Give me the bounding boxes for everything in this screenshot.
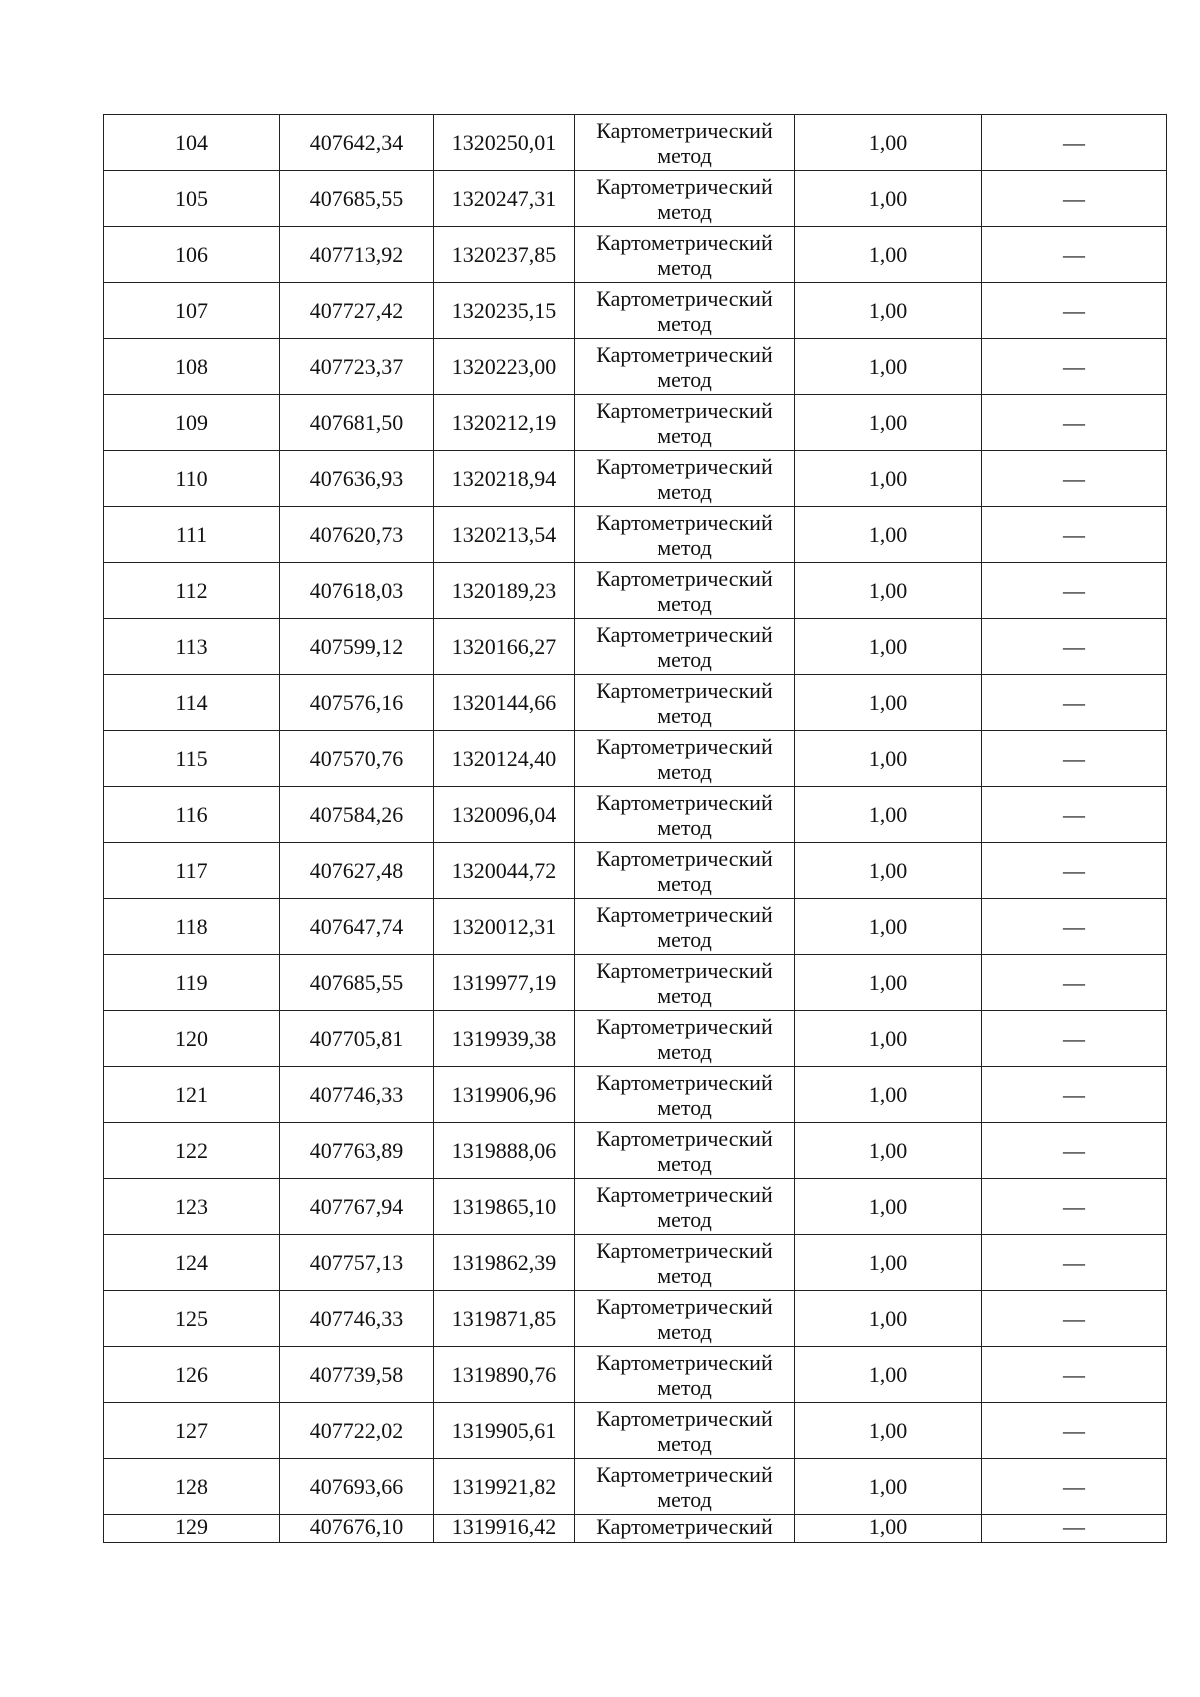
table-row bbox=[104, 1347, 1167, 1403]
accuracy-cell: 1,00 bbox=[795, 955, 982, 1011]
table-row bbox=[104, 843, 1167, 899]
method-cell bbox=[575, 227, 795, 283]
note-cell: — bbox=[982, 115, 1167, 171]
table-row bbox=[104, 955, 1167, 1011]
y-coordinate-cell: 1320218,94 bbox=[434, 451, 575, 507]
x-coordinate-cell: 407746,33 bbox=[280, 1291, 434, 1347]
method-line-2: метод bbox=[657, 142, 712, 168]
method-line-2: метод bbox=[657, 310, 712, 336]
note-cell: — bbox=[982, 1235, 1167, 1291]
method-cell bbox=[575, 1235, 795, 1291]
method-line-2: метод bbox=[657, 534, 712, 560]
accuracy-cell: 1,00 bbox=[795, 1347, 982, 1403]
point-number-cell: 124 bbox=[104, 1235, 280, 1291]
note-cell: — bbox=[982, 451, 1167, 507]
method-cell bbox=[575, 283, 795, 339]
method-cell bbox=[575, 115, 795, 171]
accuracy-cell: 1,00 bbox=[795, 1403, 982, 1459]
note-cell: — bbox=[982, 171, 1167, 227]
note-cell: — bbox=[982, 1011, 1167, 1067]
point-number-cell: 105 bbox=[104, 171, 280, 227]
method-line-1: Картометрический bbox=[596, 1461, 773, 1487]
method-line-2: метод bbox=[657, 590, 712, 616]
point-number-cell: 120 bbox=[104, 1011, 280, 1067]
accuracy-cell: 1,00 bbox=[795, 1291, 982, 1347]
accuracy-cell: 1,00 bbox=[795, 171, 982, 227]
x-coordinate-cell: 407620,73 bbox=[280, 507, 434, 563]
method-line-2: метод bbox=[657, 422, 712, 448]
x-coordinate-cell: 407627,48 bbox=[280, 843, 434, 899]
point-number-cell: 122 bbox=[104, 1123, 280, 1179]
method-cell bbox=[575, 675, 795, 731]
method-cell bbox=[575, 619, 795, 675]
note-cell: — bbox=[982, 1347, 1167, 1403]
point-number-cell: 106 bbox=[104, 227, 280, 283]
method-line-2: метод bbox=[657, 366, 712, 392]
method-line-2: метод bbox=[657, 702, 712, 728]
table-row bbox=[104, 283, 1167, 339]
method-cell bbox=[575, 1459, 795, 1515]
method-line-1: Картометрический bbox=[596, 1069, 773, 1095]
method-cell bbox=[575, 1011, 795, 1067]
x-coordinate-cell: 407763,89 bbox=[280, 1123, 434, 1179]
point-number-cell: 114 bbox=[104, 675, 280, 731]
point-number-cell: 107 bbox=[104, 283, 280, 339]
note-cell: — bbox=[982, 619, 1167, 675]
x-coordinate-cell: 407746,33 bbox=[280, 1067, 434, 1123]
accuracy-cell: 1,00 bbox=[795, 507, 982, 563]
x-coordinate-cell: 407599,12 bbox=[280, 619, 434, 675]
method-line-2: метод bbox=[657, 1094, 712, 1120]
method-line-1: Картометрический bbox=[596, 173, 773, 199]
method-cell bbox=[575, 843, 795, 899]
method-line-2: метод bbox=[657, 1262, 712, 1288]
accuracy-cell: 1,00 bbox=[795, 395, 982, 451]
y-coordinate-cell: 1320213,54 bbox=[434, 507, 575, 563]
point-number-cell: 113 bbox=[104, 619, 280, 675]
x-coordinate-cell: 407723,37 bbox=[280, 339, 434, 395]
method-cell bbox=[575, 171, 795, 227]
note-cell: — bbox=[982, 1179, 1167, 1235]
method-cell bbox=[575, 1291, 795, 1347]
method-cell bbox=[575, 787, 795, 843]
table-row bbox=[104, 731, 1167, 787]
table-row bbox=[104, 1459, 1167, 1515]
table-row bbox=[104, 1179, 1167, 1235]
note-cell: — bbox=[982, 1403, 1167, 1459]
method-cell bbox=[575, 1179, 795, 1235]
method-cell bbox=[575, 1403, 795, 1459]
note-cell: — bbox=[982, 283, 1167, 339]
method-line-1: Картометрический bbox=[596, 845, 773, 871]
point-number-cell: 123 bbox=[104, 1179, 280, 1235]
note-cell: — bbox=[982, 1291, 1167, 1347]
method-cell bbox=[575, 1123, 795, 1179]
table-row bbox=[104, 395, 1167, 451]
method-cell bbox=[575, 1067, 795, 1123]
x-coordinate-cell: 407576,16 bbox=[280, 675, 434, 731]
x-coordinate-cell: 407757,13 bbox=[280, 1235, 434, 1291]
x-coordinate-cell: 407767,94 bbox=[280, 1179, 434, 1235]
point-number-cell: 126 bbox=[104, 1347, 280, 1403]
accuracy-cell: 1,00 bbox=[795, 1011, 982, 1067]
method-line-1: Картометрический bbox=[596, 1293, 773, 1319]
table-row bbox=[104, 115, 1167, 171]
point-number-cell: 119 bbox=[104, 955, 280, 1011]
note-cell: — bbox=[982, 787, 1167, 843]
point-number-cell: 128 bbox=[104, 1459, 280, 1515]
point-number-cell: 129 bbox=[104, 1515, 280, 1543]
note-cell: — bbox=[982, 899, 1167, 955]
point-number-cell: 117 bbox=[104, 843, 280, 899]
y-coordinate-cell: 1319921,82 bbox=[434, 1459, 575, 1515]
method-line-1: Картометрический bbox=[596, 789, 773, 815]
method-line-1: Картометрический bbox=[596, 397, 773, 423]
accuracy-cell: 1,00 bbox=[795, 899, 982, 955]
x-coordinate-cell: 407685,55 bbox=[280, 955, 434, 1011]
x-coordinate-cell: 407685,55 bbox=[280, 171, 434, 227]
y-coordinate-cell: 1320212,19 bbox=[434, 395, 575, 451]
x-coordinate-cell: 407636,93 bbox=[280, 451, 434, 507]
table-row bbox=[104, 227, 1167, 283]
note-cell: — bbox=[982, 731, 1167, 787]
method-cell bbox=[575, 339, 795, 395]
y-coordinate-cell: 1320250,01 bbox=[434, 115, 575, 171]
method-line-1: Картометрический bbox=[596, 453, 773, 479]
y-coordinate-cell: 1319977,19 bbox=[434, 955, 575, 1011]
table-row bbox=[104, 1235, 1167, 1291]
accuracy-cell: 1,00 bbox=[795, 1515, 982, 1543]
note-cell: — bbox=[982, 843, 1167, 899]
method-line-2: метод bbox=[657, 814, 712, 840]
x-coordinate-cell: 407570,76 bbox=[280, 731, 434, 787]
accuracy-cell: 1,00 bbox=[795, 1179, 982, 1235]
y-coordinate-cell: 1319905,61 bbox=[434, 1403, 575, 1459]
method-line-2: метод bbox=[657, 1318, 712, 1344]
table-row bbox=[104, 1291, 1167, 1347]
note-cell: — bbox=[982, 1123, 1167, 1179]
accuracy-cell: 1,00 bbox=[795, 283, 982, 339]
method-line-2: метод bbox=[657, 254, 712, 280]
y-coordinate-cell: 1319865,10 bbox=[434, 1179, 575, 1235]
y-coordinate-cell: 1319906,96 bbox=[434, 1067, 575, 1123]
method-line-2: метод bbox=[657, 926, 712, 952]
x-coordinate-cell: 407584,26 bbox=[280, 787, 434, 843]
point-number-cell: 121 bbox=[104, 1067, 280, 1123]
table-row bbox=[104, 675, 1167, 731]
x-coordinate-cell: 407642,34 bbox=[280, 115, 434, 171]
y-coordinate-cell: 1319871,85 bbox=[434, 1291, 575, 1347]
method-line-2: метод bbox=[657, 1038, 712, 1064]
y-coordinate-cell: 1319862,39 bbox=[434, 1235, 575, 1291]
method-line-1: Картометрический bbox=[596, 1181, 773, 1207]
point-number-cell: 104 bbox=[104, 115, 280, 171]
method-cell bbox=[575, 899, 795, 955]
method-cell: Картометрический bbox=[575, 1515, 795, 1543]
accuracy-cell: 1,00 bbox=[795, 675, 982, 731]
note-cell: — bbox=[982, 339, 1167, 395]
x-coordinate-cell: 407618,03 bbox=[280, 563, 434, 619]
accuracy-cell: 1,00 bbox=[795, 227, 982, 283]
method-line-1: Картометрический bbox=[596, 901, 773, 927]
method-line-1: Картометрический bbox=[596, 621, 773, 647]
y-coordinate-cell: 1320247,31 bbox=[434, 171, 575, 227]
note-cell: — bbox=[982, 955, 1167, 1011]
x-coordinate-cell: 407647,74 bbox=[280, 899, 434, 955]
note-cell: — bbox=[982, 395, 1167, 451]
point-number-cell: 111 bbox=[104, 507, 280, 563]
table-row bbox=[104, 451, 1167, 507]
x-coordinate-cell: 407713,92 bbox=[280, 227, 434, 283]
y-coordinate-cell: 1319890,76 bbox=[434, 1347, 575, 1403]
point-number-cell: 127 bbox=[104, 1403, 280, 1459]
point-number-cell: 110 bbox=[104, 451, 280, 507]
point-number-cell: 109 bbox=[104, 395, 280, 451]
method-line-2: метод bbox=[657, 758, 712, 784]
y-coordinate-cell: 1319939,38 bbox=[434, 1011, 575, 1067]
table-row bbox=[104, 563, 1167, 619]
point-number-cell: 108 bbox=[104, 339, 280, 395]
method-line-2: метод bbox=[657, 478, 712, 504]
table-row bbox=[104, 787, 1167, 843]
method-cell bbox=[575, 395, 795, 451]
y-coordinate-cell: 1320189,23 bbox=[434, 563, 575, 619]
coordinates-table bbox=[103, 114, 1167, 1543]
y-coordinate-cell: 1320166,27 bbox=[434, 619, 575, 675]
y-coordinate-cell: 1319888,06 bbox=[434, 1123, 575, 1179]
method-cell bbox=[575, 955, 795, 1011]
accuracy-cell: 1,00 bbox=[795, 1459, 982, 1515]
method-line-2: метод bbox=[657, 1374, 712, 1400]
note-cell: — bbox=[982, 675, 1167, 731]
method-cell bbox=[575, 563, 795, 619]
table-row bbox=[104, 1403, 1167, 1459]
method-line-1: Картометрический bbox=[596, 1237, 773, 1263]
accuracy-cell: 1,00 bbox=[795, 563, 982, 619]
method-line-1: Картометрический bbox=[596, 117, 773, 143]
method-line-2: метод bbox=[657, 1430, 712, 1456]
y-coordinate-cell: 1320044,72 bbox=[434, 843, 575, 899]
accuracy-cell: 1,00 bbox=[795, 451, 982, 507]
method-line-2: метод bbox=[657, 1150, 712, 1176]
method-cell bbox=[575, 731, 795, 787]
x-coordinate-cell: 407705,81 bbox=[280, 1011, 434, 1067]
accuracy-cell: 1,00 bbox=[795, 731, 982, 787]
x-coordinate-cell: 407722,02 bbox=[280, 1403, 434, 1459]
note-cell: — bbox=[982, 1459, 1167, 1515]
table-row bbox=[104, 339, 1167, 395]
point-number-cell: 116 bbox=[104, 787, 280, 843]
method-line-1: Картометрический bbox=[596, 565, 773, 591]
method-line-1: Картометрический bbox=[596, 1125, 773, 1151]
method-line-2: метод bbox=[657, 870, 712, 896]
accuracy-cell: 1,00 bbox=[795, 339, 982, 395]
accuracy-cell: 1,00 bbox=[795, 115, 982, 171]
method-line-2: метод bbox=[657, 1206, 712, 1232]
note-cell: — bbox=[982, 507, 1167, 563]
method-line-1: Картометрический bbox=[596, 1013, 773, 1039]
y-coordinate-cell: 1320096,04 bbox=[434, 787, 575, 843]
x-coordinate-cell: 407739,58 bbox=[280, 1347, 434, 1403]
y-coordinate-cell: 1320223,00 bbox=[434, 339, 575, 395]
note-cell: — bbox=[982, 563, 1167, 619]
table-row bbox=[104, 1123, 1167, 1179]
point-number-cell: 115 bbox=[104, 731, 280, 787]
table-row bbox=[104, 619, 1167, 675]
table-row bbox=[104, 899, 1167, 955]
table-row-partial bbox=[104, 1515, 1167, 1543]
point-number-cell: 112 bbox=[104, 563, 280, 619]
accuracy-cell: 1,00 bbox=[795, 1067, 982, 1123]
method-line-2: метод bbox=[657, 982, 712, 1008]
method-line-1: Картометрический bbox=[596, 341, 773, 367]
y-coordinate-cell: 1320235,15 bbox=[434, 283, 575, 339]
x-coordinate-cell: 407676,10 bbox=[280, 1515, 434, 1543]
table-row bbox=[104, 1067, 1167, 1123]
accuracy-cell: 1,00 bbox=[795, 619, 982, 675]
x-coordinate-cell: 407693,66 bbox=[280, 1459, 434, 1515]
coordinates-table-body bbox=[104, 115, 1167, 1543]
method-cell bbox=[575, 451, 795, 507]
table-row bbox=[104, 1011, 1167, 1067]
accuracy-cell: 1,00 bbox=[795, 1235, 982, 1291]
method-line-2: метод bbox=[657, 1486, 712, 1512]
table-row bbox=[104, 507, 1167, 563]
method-cell bbox=[575, 507, 795, 563]
method-line-1: Картометрический bbox=[596, 229, 773, 255]
method-line-1: Картометрический bbox=[596, 733, 773, 759]
method-cell bbox=[575, 1347, 795, 1403]
method-line-1: Картометрический bbox=[596, 509, 773, 535]
x-coordinate-cell: 407681,50 bbox=[280, 395, 434, 451]
point-number-cell: 118 bbox=[104, 899, 280, 955]
accuracy-cell: 1,00 bbox=[795, 1123, 982, 1179]
method-line-1: Картометрический bbox=[596, 285, 773, 311]
method-line-2: метод bbox=[657, 198, 712, 224]
method-line-1: Картометрический bbox=[596, 677, 773, 703]
y-coordinate-cell: 1320237,85 bbox=[434, 227, 575, 283]
method-line-1: Картометрический bbox=[596, 957, 773, 983]
y-coordinate-cell: 1320124,40 bbox=[434, 731, 575, 787]
table-row bbox=[104, 171, 1167, 227]
method-line-1: Картометрический bbox=[596, 1405, 773, 1431]
note-cell: — bbox=[982, 1515, 1167, 1543]
y-coordinate-cell: 1320144,66 bbox=[434, 675, 575, 731]
y-coordinate-cell: 1320012,31 bbox=[434, 899, 575, 955]
note-cell: — bbox=[982, 1067, 1167, 1123]
y-coordinate-cell: 1319916,42 bbox=[434, 1515, 575, 1543]
accuracy-cell: 1,00 bbox=[795, 787, 982, 843]
accuracy-cell: 1,00 bbox=[795, 843, 982, 899]
note-cell: — bbox=[982, 227, 1167, 283]
method-line-2: метод bbox=[657, 646, 712, 672]
method-line-1: Картометрический bbox=[596, 1349, 773, 1375]
x-coordinate-cell: 407727,42 bbox=[280, 283, 434, 339]
point-number-cell: 125 bbox=[104, 1291, 280, 1347]
